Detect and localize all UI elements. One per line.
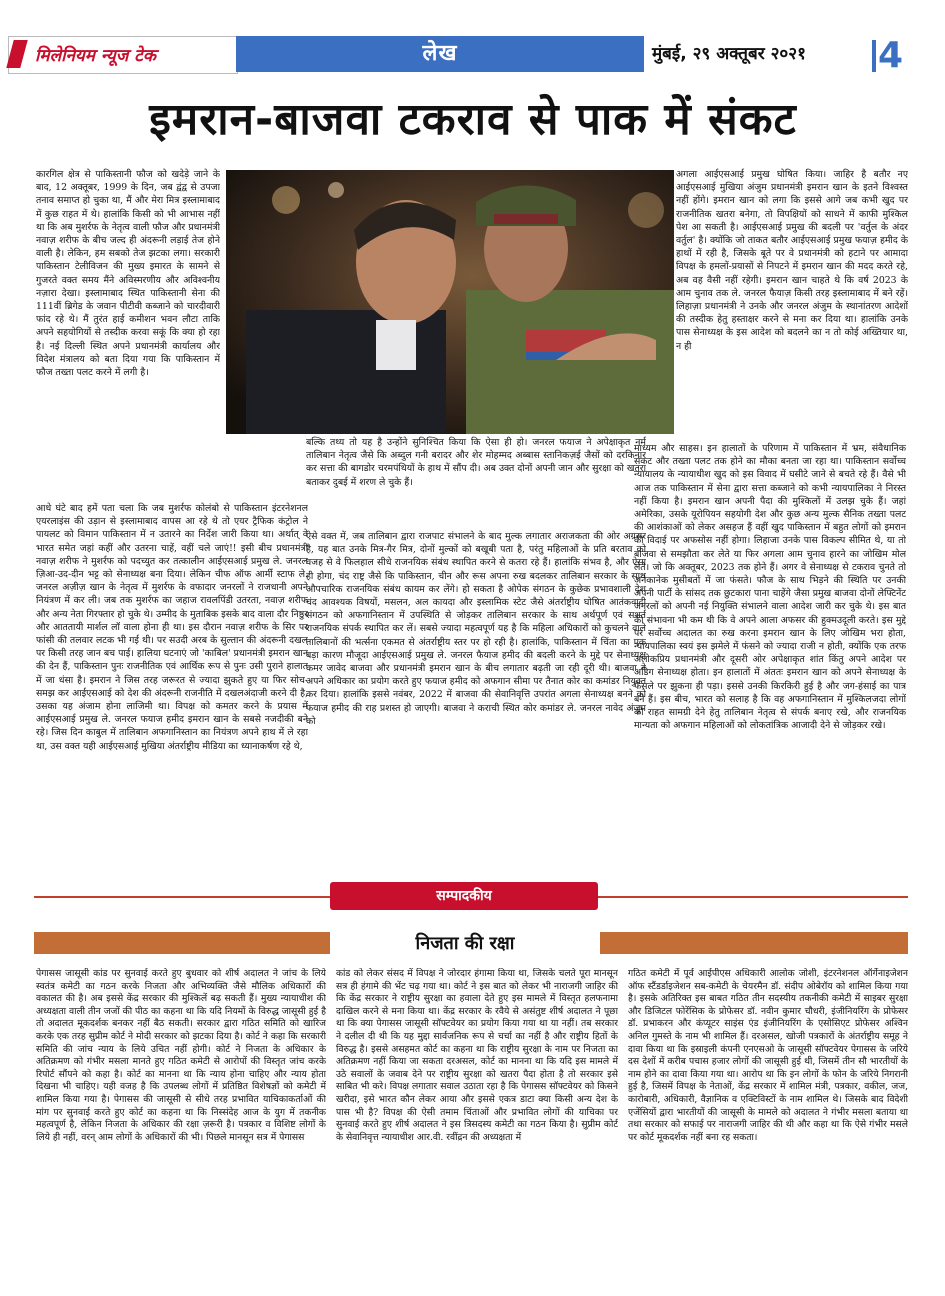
article-paragraph: माध्यम और साहस। इन हालातों के परिणाम में पाकिस्तान में भ्रम, संवैधानिक संकट और तख्ता पलट तक होने का मौका बनता जा रहा था। पाकिस्तान सर्वोच्च न्यायालय के न्यायाधीश खुद को इस विवाद में घसीटे जाने से बचते रहे हैं। वैसे भी आज तक पाकिस्तान में सेना द्वारा सत्ता कब्जाने को कभी न्यायपालिका ने निरस्त नहीं किया है। इमरान खान अपनी पैदा की मुश्किलों में उलझ चुके हैं। जहां अमेरिका, उसके यूरोपियन सहयोगी देश और कुछ अन्य मुल्क सैनिक तख्ता पलट की आशंकाओं को लेकर असहज हैं वहीं खुद पाकिस्तान में बहुत लोगों को इमरान की विदाई पर अफसोस नहीं होगा। लिहाजा उनके पास विकल्प सीमित थे, या तो बाजवा से समझौता कर लेते या फिर अगला आम चुनाव हारने का जोखिम मोल लेते। जो कि अक्तूबर, 2023 तक होने हैं। अगर वे सेनाध्यक्ष से टकराव चुनते तो अनेकानेक मुसीबतों में जा फंसते। फौज के साथ भिड़ने की स्थिति पर उनकी अपनी पार्टी के सांसद तक छुटकारा पाना चाहेंगे जैसा प्रमुख बाजवा दोनों लेफ्टिनेंट जनरलों को अपनी नई नियुक्ति संभालने वाला आदेश जारी कर चुके थे। इस बात की संभावना भी कम थी कि वे अपने आला अफसर की हुक्मउदूली करते। इस मुद्दे पर सर्वोच्च अदालत का रुख करना इमरान खान के लिए जोखिम भरा होता, न्यायपालिका स्वयं इस झमेले में फंसने को ज्यादा राजी न होती, क्योंकि एक तरफ अलोकप्रिय प्रधानमंत्री और दूसरी ओर अपेक्षाकृत शांत किंतु अपने आदेश पर अडिग सेनाध्यक्ष होता। इन हालातों में अंततः इमरान खान को अपने सेनाध्यक्ष के फैसले पर झुकना ही पड़ा। इससे उनकी किरकिरी हुई है और जग-हंसाई का पात्र बने हैं। इस बीच, भारत को सलाह है कि वह अफगानिस्तान में मुश्किलजदा लोगों को राहत सामग्री देने हेतु तालिबान नेतृत्व से संपर्क बनाए रखे, और राजनयिक मान्यता को अफगान महिलाओं को लोकतांत्रिक आजादी देने से जोड़कर रखे।	[634, 443, 906, 732]
editorial-paragraph: गठित कमेटी में पूर्व आईपीएस अधिकारी आलोक जोशी, इंटरनेशनल ऑर्गेनाइजेशन ऑफ स्टैंडर्डाइजेशन सब-कमेटी के चेयरमैन डॉ. संदीप ओबेरॉय को शामिल किया गया है। इसके अतिरिक्त इस बाबत गठित तीन सदस्यीय तकनीकी कमेटी में साइबर सुरक्षा और डिजिटल फोरेंसिक के प्रोफेसर डॉ. नवीन कुमार चौधरी, इंजीनियरिंग के प्रोफेसर डॉ. प्रभाकरन और कंप्यूटर साइंस एंड इंजीनियरिंग के एसोसिएट प्रोफेसर अश्विन अनिल गुमस्ते के नाम भी शामिल हैं। दरअसल, खोजी पत्रकारों के अंतर्राष्ट्रीय समूह ने दावा किया था कि इस्राइली कंपनी एनएसओ के जासूसी सॉफ्टवेयर पेगासस के जरिये दस देशों में करीब पचास हजार लोगों की जासूसी हुई थी, जिसमें तीन सौ भारतीयों के नाम होने का दावा किया गया था। आरोप था कि इन लोगों के फोन के जरिये निगरानी हुई है, जिसमें विपक्ष के नेताओं, केंद्र सरकार में शामिल मंत्री, पत्रकार, वकील, जज, कारोबारी, अधिकारी, वैज्ञानिक व एक्टिविस्टों के नाम शामिल थे। जिसके बाद विदेशी एजेंसियों द्वारा भारतीयों की जासूसी के मामले को अदालत ने गंभीर मसला बताया था तथा सरकार को सफाई पर नाराजगी जाहिर की थी और कहा था कि ऐसे गंभीर मसले पर कोर्ट मूकदर्शक नहीं बना रह सकता।	[628, 968, 908, 1143]
article-paragraph: आधे घंटे बाद हमें पता चला कि जब मुशर्रफ कोलंबो से पाकिस्तान इंटरनेशनल एयरलाइंस की उड़ान से इस्लामाबाद वापस आ रहे थे तो एयर ट्रैफिक कंट्रोल ने पायलट को विमान पाकिस्तान में न उतारने का निर्देश जारी किया था। अर्थात्‌ वे भारत समेत जहां कहीं और उतरना चाहें, वहीं चले जाएं!! इसी बीच प्रधानमंत्री नवाज़ शरीफ ने मुशर्रफ को पदच्युत कर तत्कालीन आईएसआई प्रमुख ले. जनरल ज़िआ-उद-दीन भट्ट को सेनाध्यक्ष बना दिया। लेकिन चीफ ऑफ आर्मी स्टाफ ले. जनरल अज़ीज़ खान के नेतृत्व में मुशर्रफ के वफादार जनरलों ने राजधानी अपने नियंत्रण में कर ली। जब तक मुशर्रफ का जहाज रावलपिंडी उतरता, नवाज़ शरीफ और अन्य नेता गिरफ्तार हो चुके थे। उम्मीद के मुताबिक इसके बाद वाला दौर निष्ठुर और आततायी मार्शल लॉ वाला होना ही था। इस दौरान नवाज़ शरीफ के सिर पर फांसी की तलवार लटक भी गई थी। पर सउदी अरब के सुल्तान की अंदरूनी दखल पर किसी तरह जान बच पाई। हालिया घटनाएं जो 'काबिल' प्रधानमंत्री इमरान खान की देन हैं, पाकिस्तान पुनः राजनीतिक एवं आर्थिक रूप से पुनः उसी पुराने हालात में जा धंसा है। इमरान ने जिस तरह जरूरत से ज्यादा झुकते हुए या फिर सोच-समझ कर आईएसआई को देश की अंदरूनी राजनीति में दखलअंदाजी करने दी है, उसका यह अंजाम होना लाजिमी था। विपक्ष को कमतर करने के प्रयास में आईएसआई प्रमुख ले. जनरल फयाज हमीद इमरान खान के सबसे नजदीकी बने रहे। जिस दिन काबुल में तालिबान अफगानिस्तान का नियंत्रण अपने हाथ में ले रहा था, उस वक्त यही आईएसआई मुखिया अंतर्राष्ट्रीय मीडिया का ध्यानाकर्षण रहे थे,	[36, 503, 308, 752]
leaders-photo-icon	[226, 170, 674, 434]
article-paragraph: कारगिल क्षेत्र से पाकिस्तानी फौज को खदेड़े जाने के बाद, 12 अक्तूबर, 1999 के दिन, जब द्वंद्व से उपजा तनाव समाप्त हो चुका था, मैं और मेरा मित्र इस्लामाबाद में कुछ राहत में थे। हालांकि किसी को भी आभास नहीं था कि अब मुशर्रफ के नेतृत्व वाली फौज और प्रधानमंत्री नवाज़ शरीफ के बीच जल्द ही अंदरूनी लड़ाई तेज होने वाली है। लेकिन, हम सबको तेज झटका लगा। सरकारी पाकिस्तान टेलीविजन की मुख्य इमारत के सामने से गुजरते वक्त समय मैंने अविस्मरणीय और अविश्वनीय नज़ारा देखा। इस्लामाबाद स्थित पाकिस्तानी सेना की 111वीं ब्रिगेड के जवान पीटीवी कब्जाने को चारदीवारी फांद रहे थे। मैं तुरंत हाई कमीशन भवन लौटा ताकि अपने सहयोगियों से तस्दीक करवा सकूं कि क्या हो रहा है। नई दिल्ली स्थित अपने प्रधानमंत्री कार्यालय और विदेश मंत्रालय को बता दिया गया कि पाकिस्तान में फौज तख्ता पलट करने में लगी है।	[36, 169, 220, 379]
article-column-5	[676, 168, 908, 440]
leaders-photo	[226, 170, 674, 434]
article-paragraph: ऐसे वक्त में, जब तालिबान द्वारा राजपाट संभालने के बाद मुल्क लगातार अराजकता की ओर अग्रसर है, यह बात उनके मित्र-गैर मित्र, दोनों मुल्कों को बखूबी पता है, परंतु महिलाओं के प्रति बरताव को वजह से वे फिलहाल सीधे राजनयिक संबंध स्थापित करने से कतरा रहे हैं। हालांकि संभव है, और ऐसा ही होगा, चंद राष्ट्र जैसे कि पाकिस्तान, चीन और रूस अपना रुख बदलकर तालिबान सरकार के साथ औपचारिक राजनयिक संबंध कायम कर लेंगे। हो सकता है ओपेक संगठन के कुछेक प्रभावशाली देश चंद आवश्यक विषयों, मसलन, अल कायदा और इस्लामिक स्टेट जैसे अंतर्राष्ट्रीय घोषित आतंकवादी संगठन को अफगानिस्तान में उपस्थिति से जोड़कर तालिबान सरकार के साथ अर्थपूर्ण एवं सशर्त राजनयिक संपर्क स्थापित कर लें। सबसे ज्यादा महत्वपूर्ण यह है कि महिला अधिकारों को कुचलने वाले तालिबानों की भर्त्सना एकमत से अंतर्राष्ट्रीय स्तर पर हो रही है। हालांकि, पाकिस्तान में चिंता का एक बड़ा कारण मौजूदा आईएसआई प्रमुख ले. जनरल फैयाज हमीद की बदली करने के मुद्दे पर सेनाध्यक्ष कमर जावेद बाजवा और प्रधानमंत्री इमरान खान के बीच लगातार बढ़ती जा रही दूरी थी। बाजवा ने अपने अधिकार का प्रयोग करते हुए फयाज हमीद को अफगान सीमा पर तैनात कोर का कमांडर नियुक्त कर दिया। हालांकि इससे नवंबर, 2022 में बाजवा की सेवानिवृत्ति उपरांत अगला सेनाध्यक्ष बनने को फयाज हमीद की राह प्रशस्त हो जाएगी। बाजवा ने कराची स्थित कोर कमांडर ले. जनरल नावेद अंजुम को	[306, 531, 646, 727]
article-column-2	[306, 436, 646, 528]
section-bar	[236, 36, 644, 72]
editorial-title: निजता की रक्षा	[415, 933, 515, 954]
brand-logo	[8, 36, 238, 74]
article-column-3	[36, 502, 308, 868]
article-paragraph: बल्कि तथ्य तो यह है उन्होंने सुनिश्चित किया कि ऐसा ही हो। जनरल फयाज ने अपेक्षाकृत नर्म तालिबान नेतृत्व जैसे कि अब्दुल गनी बरादर और शेर मोहम्मद अब्बास स्तानिकज़ई जैसों को दरकिनार कर सत्ता की बागडोर चरमपंथियों के हाथ में सौंप दी। अब उक्त दोनों अपनी जान और सुरक्षा को खतरा बताकर दुबई में शरण ले चुके हैं।	[306, 437, 646, 488]
article-headline: इमरान-बाजवा टकराव से पाक में संकट	[149, 94, 797, 145]
page-number	[868, 36, 932, 76]
page-number-text: 4	[878, 35, 904, 76]
brand-name: मिलेनियम न्यूज टेक	[35, 46, 156, 66]
editorial-paragraph: पेगासस जासूसी कांड पर सुनवाई करते हुए बुधवार को शीर्ष अदालत ने जांच के लिये स्वतंत्र कमेटी का गठन करके निजता और अभिव्यक्ति जैसे मौलिक अधिकारों की वकालत की है। अब इससे केंद्र सरकार की मुश्किलें बढ़ सकती हैं। मुख्य न्यायाधीश की अध्यक्षता वाली तीन जजों की पीठ का कहना था कि यदि नियमों के विरुद्ध जासूसी हुई है तो अदालत मूकदर्शक बनकर नहीं बैठ सकती। सरकार द्वारा गठित समिति को खारिज करके एक तरह सुप्रीम कोर्ट ने मोदी सरकार को झटका दिया है। कोर्ट ने कहा कि सरकारी समिति की जांच न्याय के लिये उचित नहीं होगी। कोर्ट ने निजता के अधिकार के अतिक्रमण को गंभीर मसला मानते हुए गठित कमेटी से आरोपों की विस्तृत जांच करके रिपोर्ट सौंपने को कहा है। कोर्ट का मानना था कि न्याय होना चाहिए और न्याय होता दिखना भी चाहिए। यही वजह है कि उपलब्ध लोगों में प्रतिष्ठित विशेषज्ञों को कमेटी में शामिल किया गया है। पेगासस की जासूसी से सीधे तरह प्रभावित याचिकाकर्ताओं की मांग पर सुनवाई करते हुए कोर्ट का कहना था कि निस्संदेह आज के युग में तकनीक महत्वपूर्ण है, लेकिन निजता के अधिकार की रक्षा ज़रूरी है। पत्रकार व विशिष्ट लोगों के लिये ही नहीं, वरन्‌ आम लोगों के अधिकारों की भी। पिछले मानसून सत्र में पेगासस	[36, 968, 326, 1143]
dateline	[648, 36, 866, 72]
editorial-tag	[330, 882, 598, 910]
article-column-1	[36, 168, 220, 502]
date-text: मुंबई, २९ अक्तूबर २०२१	[652, 44, 806, 64]
editorial-column-2	[336, 968, 618, 1238]
section-label: लेख	[422, 41, 458, 66]
editorial-column-1	[36, 968, 326, 1220]
article-column-4	[306, 530, 646, 868]
editorial-column-3	[628, 968, 908, 1224]
editorial-paragraph: कांड को लेकर संसद में विपक्ष ने जोरदार हंगामा किया था, जिसके चलते पूरा मानसून सत्र ही हंगामे की भेंट चढ़ गया था। कोर्ट ने इस बात को लेकर भी नाराजगी जाहिर की कि केंद्र सरकार ने राष्ट्रीय सुरक्षा का हवाला देते हुए इस मामले में विस्तृत हलफनामा दाखिल करने से मना किया था। केंद्र सरकार के रवैये से असंतुष्ट शीर्ष अदालत ने पूछा था कि क्या पेगासस जासूसी सॉफ्टवेयर का प्रयोग किया गया था या नहीं। तब सरकार ने दलील दी थी कि यह मुद्दा सार्वजनिक रूप से चर्चा का नहीं है और राष्ट्रीय हितों के विरुद्ध है। इससे असहमत कोर्ट का कहना था कि राष्ट्रीय सुरक्षा के नाम पर निजता का अतिक्रमण नहीं किया जा सकता दरअसल, कोर्ट का मानना था कि यदि इस मामले में उठे सवालों के जवाब देने पर राष्ट्रीय सुरक्षा को खतरा पैदा होता है तो सरकार इसे साबित भी करे। विपक्ष लगातार सवाल उठाता रहा है कि पेगासस सॉफ्टवेयर को किसने खरीदा, इसे भारत कौन लेकर आया और इससे एकत्र डाटा क्या किसी अन्य देश के पास भी है? विपक्ष की ऐसी तमाम चिंताओं और प्रभावित लोगों की याचिका पर सुनवाई करते हुए शीर्ष अदालत ने इस त्रिसदस्य कमेटी का गठन किया है। सुप्रीम कोर्ट के सेवानिवृत्त न्यायाधीश आर.वी. रवींद्रन की अध्यक्षता में	[336, 968, 618, 1143]
article-paragraph: अगला आईएसआई प्रमुख घोषित किया। जाहिर है बतौर नए आईएसआई मुखिया अंजुम प्रधानमंत्री इमरान खान के इतने विश्वस्त नहीं होंगे। इमरान खान को लगा कि इससे आगे जब कभी खुद पर राजनीतिक खतरा बनेगा, तो विपक्षियों को साधने में काफी मुश्किल पेश आ सकती है। आईएसआई प्रमुख की बदली पर 'वर्तुल के अंदर वर्तुल' है। क्योंकि जो ताकत बतौर आईएसआई प्रमुख फयाज़ हमीद के हाथों में रही है, जिसके बूते पर वे प्रधानमंत्री को हटाने पर आमादा विपक्ष के हमलों-प्रयासों से निपटने में इमरान खान की मदद करते रहे, अब वह वैसी नहीं रहेगी। इमरान खान चाहते थे कि वर्ष 2023 के आम चुनाव तक ले. जनरल फैयाज़ किसी तरह इस्लामाबाद में बने रहें। लिहाज़ा प्रधानमंत्री ने उनके और जनरल अंजुम के स्थानांतरण आदेशों की तस्दीक हेतु हस्ताक्षर करने से मना कर दिया था। हालांकि उनके पास सेनाध्यक्ष के इस आदेश को बदलने का न तो कोई अख्तियार था, न ही	[676, 169, 908, 352]
editorial-tag-text: सम्पादकीय	[436, 888, 492, 904]
article-column-6	[634, 442, 906, 872]
